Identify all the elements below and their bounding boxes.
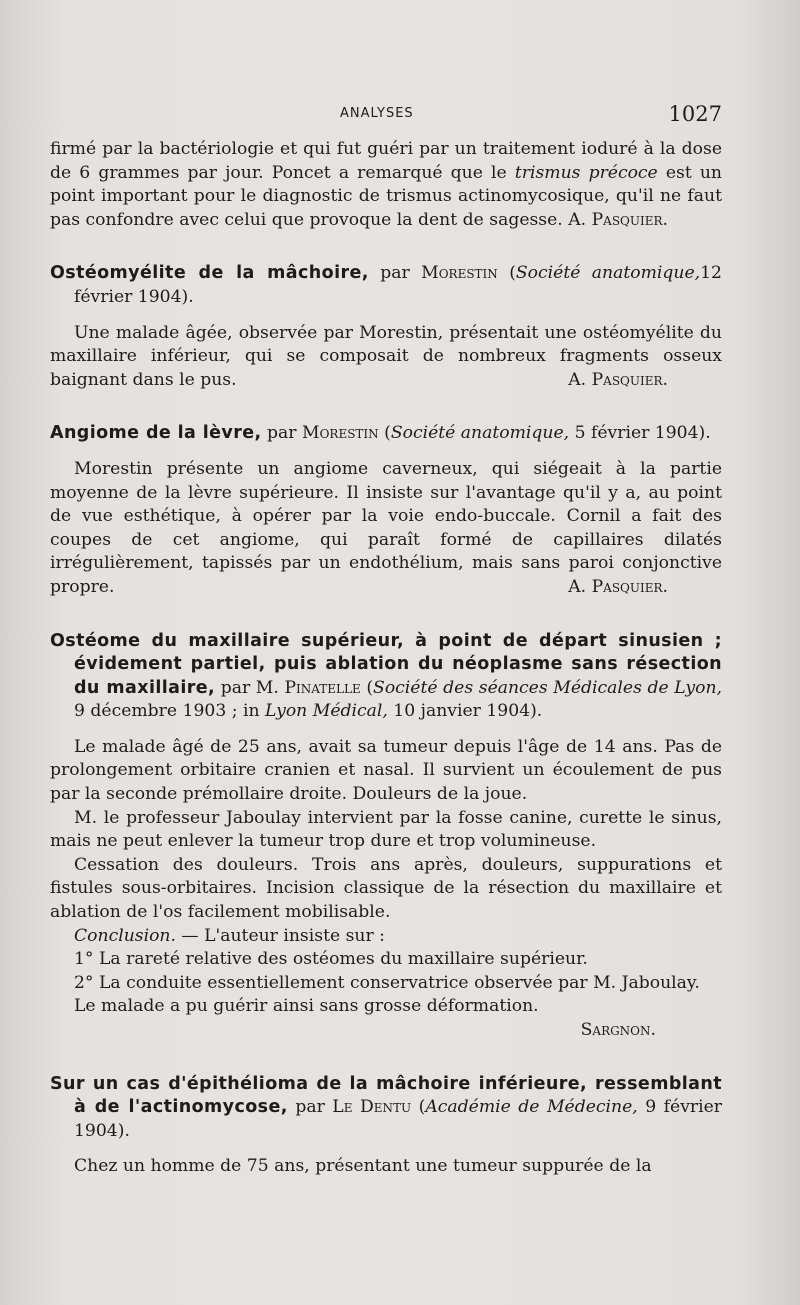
article-paragraph: Une malade âgée, observée par Morestin, présentait une ostéomyélite du maxillaire inférieur, qui se composait de nombreux fragments osseux baignant dans le pus. A. Pasquier.: [50, 322, 722, 393]
author: Le Dentu: [332, 1097, 412, 1118]
author: Pinatelle: [284, 677, 361, 698]
author: Morestin: [301, 423, 379, 444]
article-paragraph: Le malade âgé de 25 ans, avait sa tumeur depuis l'âge de 14 ans. Pas de prolongement orbitaire cranien et nasal. Il survient un écoulement de pus par la seconde prémollaire droite. Douleurs de la joue.: [50, 736, 722, 805]
conclusion-label: Conclusion.: [74, 925, 176, 946]
signature: Sargnon.: [580, 1020, 656, 1040]
emphasis: trismus précoce: [514, 162, 658, 183]
source: Lyon Médical,: [265, 701, 388, 722]
article-title: Ostéomyélite de la mâchoire, par Morestin (Société anatomique,12 février 1904).: [50, 263, 722, 307]
article-title: Sur un cas d'épithélioma de la mâchoire inférieure, ressemblant à de l'actinomycose, par Le Dentu (Académie de Médecine, 9 février 1904).: [50, 1073, 723, 1141]
conclusion-line: Conclusion. — L'auteur insiste sur :: [74, 925, 385, 946]
article-title: Angiome de la lèvre, par Morestin (Société anatomique, 5 février 1904).: [50, 423, 711, 444]
article-title: Ostéome du maxillaire supérieur, à point de départ sinusien ; évidement partiel, puis ablation du néoplasme sans résection du maxillaire, par M. Pinatelle (Société des séances Médicales de Lyon, 9 décembre 1903 ; in Lyon Médical, 10 janvier 1904).: [50, 630, 722, 722]
source: Société anatomique,: [390, 423, 570, 444]
signature: A. Pasquier.: [568, 576, 668, 597]
conclusion-item: 2° La conduite essentiellement conservatrice observée par M. Jaboulay.: [74, 972, 700, 993]
article-heading: Angiome de la lèvre,: [50, 423, 262, 444]
source: Société des séances Médicales de Lyon,: [373, 677, 722, 698]
article-paragraph: M. le professeur Jaboulay intervient par la fosse canine, curette le sinus, mais ne peut enlever la tumeur trop dure et trop volumineuse.: [50, 807, 722, 852]
signature: A. Pasquier.: [568, 209, 668, 230]
page-header: [0, 102, 800, 128]
continuation-paragraph: firmé par la bactériologie et qui fut guéri par un traitement ioduré à la dose de 6 grammes par jour. Poncet a remarqué que le trismus précoce est un point important pour le diagnostic de trismus actinomycosique, qu'il ne faut pas confondre avec celui que provoque la dent de sagesse. A. Pasquier.: [50, 138, 722, 232]
article-paragraph: Chez un homme de 75 ans, présentant une tumeur suppurée de la: [74, 1156, 652, 1177]
conclusion-item: 1° La rareté relative des ostéomes du maxillaire supérieur.: [74, 949, 588, 970]
article-heading: Ostéome du maxillaire supérieur, à point de départ sinusien ; évidement partiel, puis ablation du néoplasme sans résection du maxillaire,: [50, 630, 722, 698]
author: Morestin: [421, 263, 498, 284]
page-number: 1027: [668, 102, 722, 126]
article-heading: Ostéomyélite de la mâchoire,: [50, 263, 369, 284]
signature: A. Pasquier.: [568, 369, 668, 390]
source: Société anatomique,: [515, 263, 701, 284]
running-head: ANALYSES: [340, 106, 414, 121]
article-heading: Sur un cas d'épithélioma de la mâchoire inférieure, ressemblant à de l'actinomycose,: [50, 1073, 722, 1118]
article-paragraph: Cessation des douleurs. Trois ans après, douleurs, suppurations et fistules sous-orbitaires. Incision classique de la résection du maxillaire et ablation de l'os facilement mobilisable.: [50, 854, 722, 923]
article-paragraph: Le malade a pu guérir ainsi sans grosse déformation.: [74, 996, 539, 1017]
article-paragraph: Morestin présente un angiome caverneux, qui siégeait à la partie moyenne de la lèvre supérieure. Il insiste sur l'avantage qu'il y a, au point de vue esthétique, à opérer par la voie endo-buccale. Cornil a fait des coupes de cet angiome, qui paraît formé de capillaires dilatés irrégulièrement, tapissés par un endothélium, mais sans paroi conjonctive propre. A. Pasquier.: [50, 458, 722, 600]
source: Académie de Médecine,: [425, 1097, 638, 1118]
text-body: [50, 138, 722, 1179]
